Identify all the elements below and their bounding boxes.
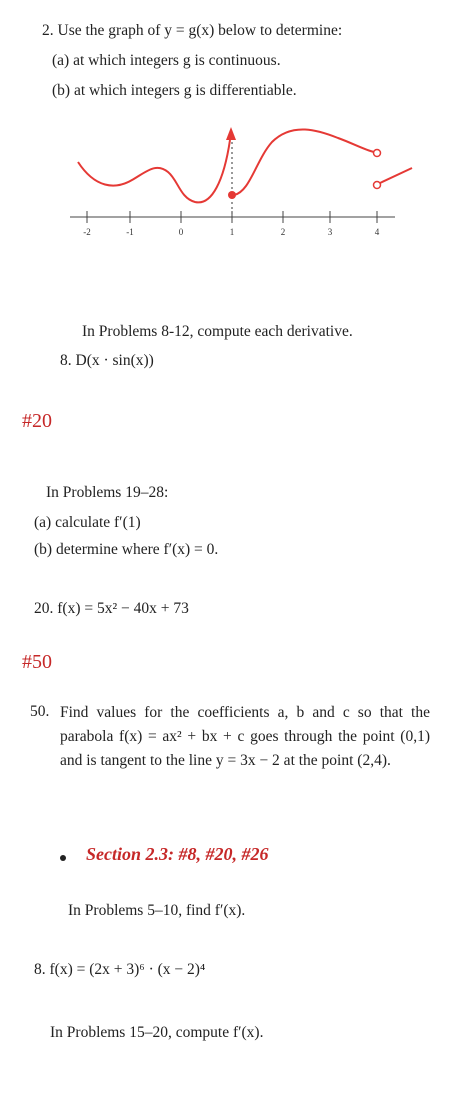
problems-19-28-instructions: In Problems 19–28:: [46, 484, 169, 501]
problems-19-28-part-a: (a) calculate f′(1): [34, 514, 141, 531]
open-point-lower: [374, 182, 381, 189]
problem-20-function: 20. f(x) = 5x² − 40x + 73: [34, 600, 189, 617]
tick-label-neg2: -2: [83, 227, 91, 237]
problem-8-function: 8. f(x) = (2x + 3)⁶ · (x − 2)⁴: [34, 961, 206, 978]
problem-2-part-a: (a) at which integers g is continuous.: [52, 52, 281, 69]
curve-left-branch: [78, 140, 230, 202]
open-point-upper: [374, 150, 381, 157]
marker-50: #50: [22, 651, 52, 673]
problems-19-28-part-b: (b) determine where f′(x) = 0.: [34, 541, 219, 558]
tick-label-0: 0: [178, 227, 184, 237]
arrow-up-icon: [226, 127, 236, 140]
problem-2-part-b: (b) at which integers g is differentiable.: [52, 82, 297, 99]
tick-label-1: 1: [229, 227, 235, 237]
problems-5-10-instructions: In Problems 5–10, find f′(x).: [68, 902, 246, 919]
problem-8-derivative: 8. D(x · sin(x)): [60, 352, 154, 369]
curve-middle-branch: [234, 129, 374, 195]
section-heading: Section 2.3: #8, #20, #26: [86, 844, 269, 864]
problems-15-20-instructions: In Problems 15–20, compute f′(x).: [50, 1024, 264, 1041]
bullet-icon: [58, 853, 68, 863]
marker-20: #20: [22, 410, 52, 432]
tick-label-2: 2: [280, 227, 286, 237]
problems-8-12-instructions: In Problems 8-12, compute each derivative.: [82, 323, 353, 340]
problem-50-label: 50.: [30, 703, 50, 720]
curve-right-segment: [380, 168, 412, 183]
tick-label-4: 4: [374, 227, 380, 237]
function-graph: [0, 110, 460, 240]
problem-50-text: Find values for the coefficients a, b and c so that the parabola f(x) = ax² + bx + c goes through the point (0,1) and is tangent to the line y = 3x − 2 at the point (2,4).: [60, 704, 430, 769]
tick-label-3: 3: [327, 227, 333, 237]
tick-label-neg1: -1: [126, 227, 134, 237]
problem-2-heading: 2. Use the graph of y = g(x) below to determine:: [42, 22, 343, 39]
